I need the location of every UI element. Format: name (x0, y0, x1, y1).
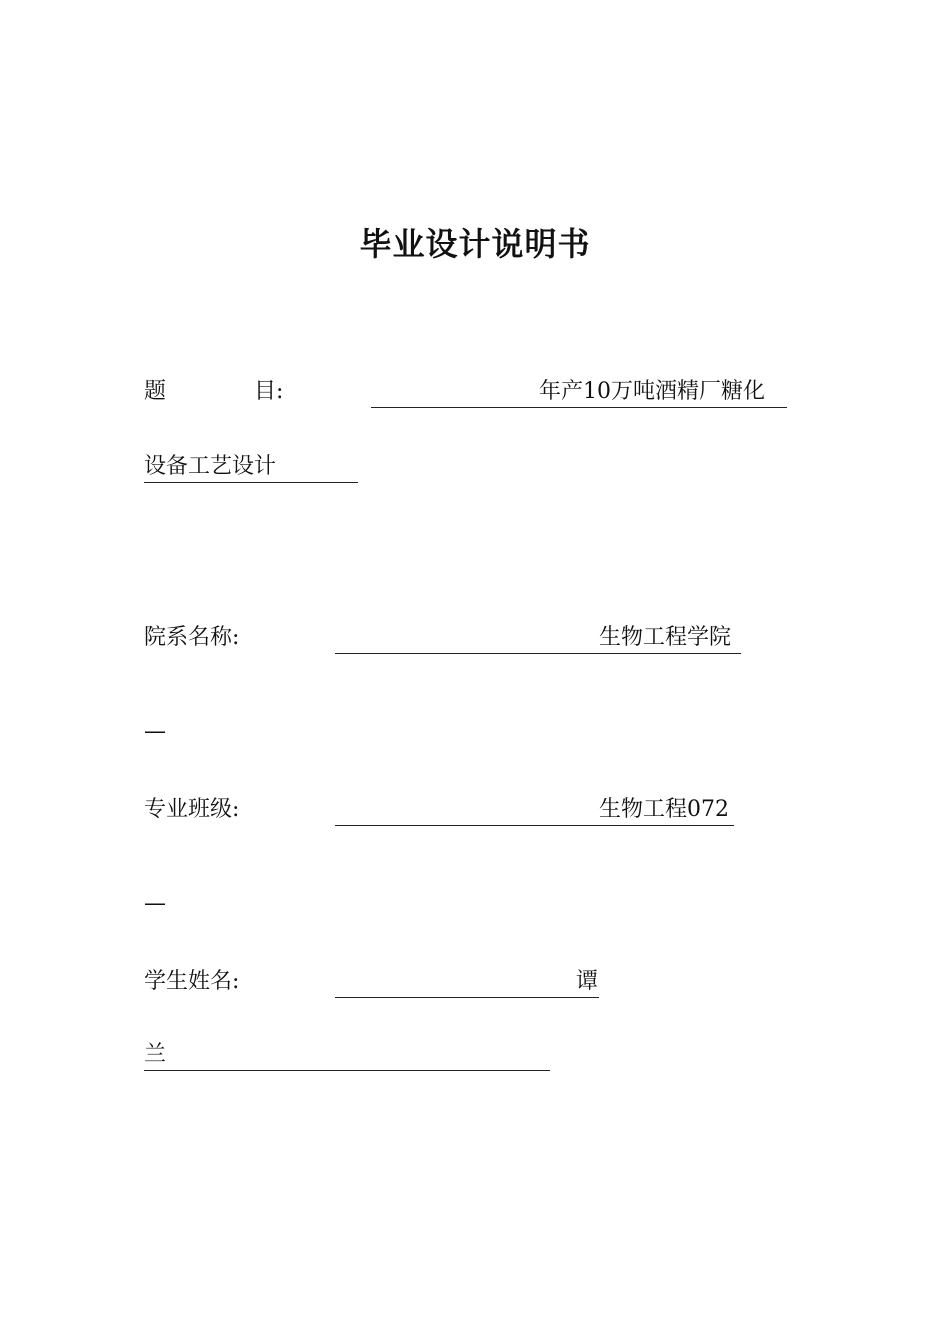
student-name-underline-blank (335, 967, 576, 998)
topic-value-line2: 设备工艺设计 (144, 452, 358, 483)
major-class-underline-blank (335, 795, 599, 826)
topic-value-line1: 年产10万吨酒精厂糖化 (539, 377, 787, 408)
department-continuation: — (144, 719, 166, 744)
major-class-continuation: — (144, 891, 166, 916)
department-underline-blank (335, 623, 599, 654)
page-title: 毕业设计说明书 (359, 225, 591, 263)
topic-label-char2: 目: (254, 379, 284, 404)
topic-underline-blank (371, 377, 539, 408)
major-class-label: 专业班级: (144, 797, 240, 822)
department-label: 院系名称: (144, 625, 240, 650)
student-name-label: 学生姓名: (144, 969, 240, 994)
major-class-value: 生物工程072 (599, 795, 734, 826)
department-value: 生物工程学院 (599, 623, 741, 654)
topic-label-char1: 题 (144, 379, 167, 404)
student-name-value-line1: 谭 (576, 967, 599, 998)
student-name-value-line2: 兰 (144, 1040, 550, 1071)
